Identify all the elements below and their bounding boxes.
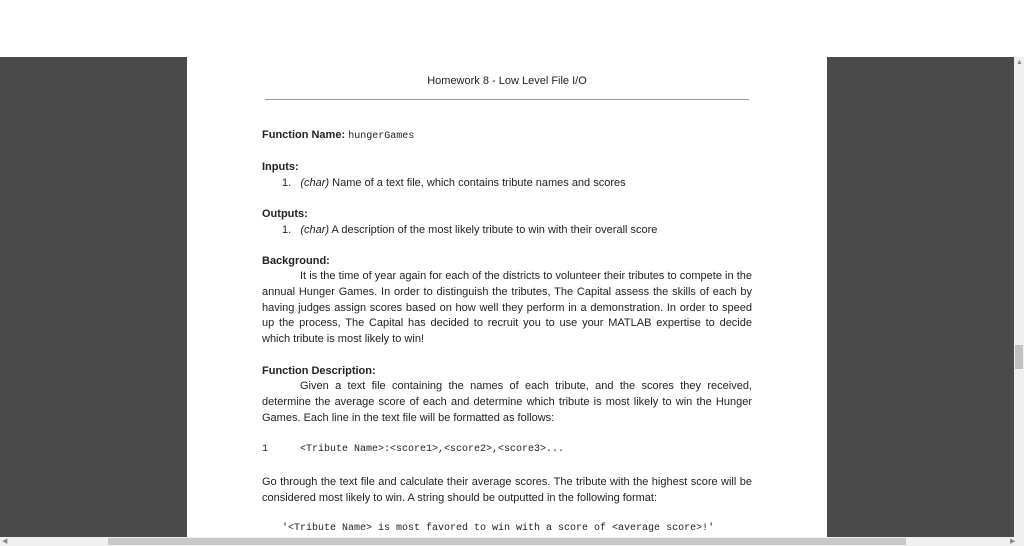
output-description: A description of the most likely tribute to win with their overall score [329,224,658,236]
list-number: 1. [282,177,292,189]
code-line-number: 1 [262,444,269,455]
inputs-item [282,176,626,191]
horizontal-scroll-thumb[interactable] [108,538,906,545]
scroll-up-icon[interactable]: ▲ [1016,59,1023,66]
function-description-heading: Function Description: [262,365,376,377]
input-description: Name of a text file, which contains tribute names and scores [329,177,626,189]
input-type: (char) [300,177,330,189]
code-line: <Tribute Name>:<score1>,<score2>,<score3>... [300,444,565,455]
background-paragraph: It is the time of year again for each of the districts to volunteer their tributes to compete in the annual Hunger Games. In order to distinguish the tributes, The Capital assess the skills of each by having judges assign scores based on how well they perform in a demonstration. In order to speed up the process, The Capital has decided to recruit you to use your MATLAB expertise to decide which tribute is most likely to win! [262,270,752,346]
inputs-heading: Inputs: [262,161,299,173]
document-viewer [0,57,1014,537]
function-name-label: Function Name: [262,129,346,141]
vertical-scrollbar[interactable] [1014,57,1024,537]
page-header: Homework 8 - Low Level File I/O [427,75,587,87]
vertical-scroll-thumb[interactable] [1015,345,1023,369]
document-page [187,57,827,537]
output-type: (char) [300,224,330,236]
list-number: 1. [282,224,292,236]
scroll-right-icon[interactable]: ▶ [1010,538,1016,545]
output-format-line: '<Tribute Name> is most favored to win with a score of <average score>!' [282,523,715,534]
top-toolbar [0,0,1024,57]
outputs-heading: Outputs: [262,208,308,220]
function-name-value: hungerGames [348,131,415,142]
horizontal-scrollbar[interactable] [0,537,1024,546]
scroll-left-icon[interactable]: ◀ [2,538,8,545]
outputs-item [282,223,657,238]
function-description-paragraph-2: Go through the text file and calculate their average scores. The tribute with the highest score will be considered most likely to win. A string should be outputted in the following format: [262,476,752,504]
function-name-line [262,128,414,144]
background-heading: Background: [262,255,330,267]
function-description-paragraph: Given a text file containing the names of each tribute, and the scores they received, determine the average score of each and determine which tribute is most likely to win the Hunger Games. Each line in the text file will be formatted as follows: [262,380,752,424]
header-divider [265,99,749,100]
